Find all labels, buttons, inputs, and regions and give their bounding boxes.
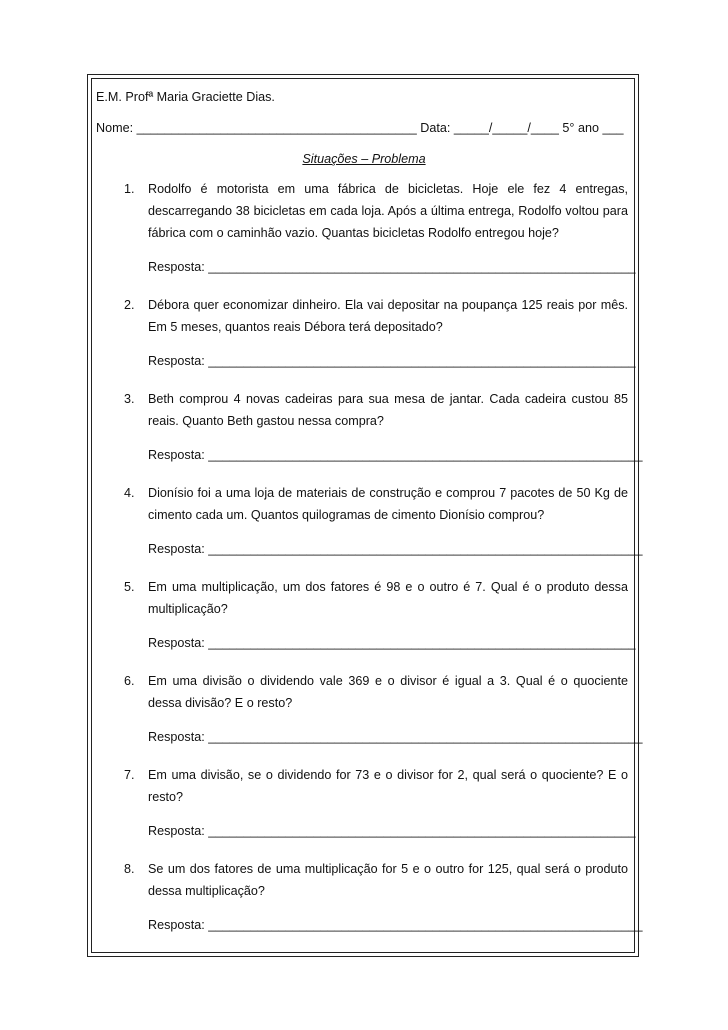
question-8 xyxy=(124,858,643,932)
answer-line: Resposta: ______________________________________________________________ xyxy=(148,730,643,744)
question-6 xyxy=(124,670,643,744)
question-text: Rodolfo é motorista em uma fábrica de bicicletas. Hoje ele fez 4 entregas, descarregando 38 bicicletas em cada loja. Após a última entrega, Rodolfo voltou para fábrica com o caminhão vazio. Quantas bicicletas Rodolfo entregou hoje? xyxy=(148,182,628,240)
answer-line: Resposta: ______________________________________________________________ xyxy=(148,542,643,556)
question-text: Se um dos fatores de uma multiplicação for 5 e o outro for 125, qual será o produto dessa multiplicação? xyxy=(148,862,628,898)
question-number: 6. xyxy=(124,674,135,688)
question-7 xyxy=(124,764,636,838)
question-1 xyxy=(124,178,636,274)
worksheet-title: Situações – Problema xyxy=(302,152,426,166)
question-3 xyxy=(124,388,643,462)
question-text: Beth comprou 4 novas cadeiras para sua mesa de jantar. Cada cadeira custou 85 reais. Quanto Beth gastou nessa compra? xyxy=(148,392,628,428)
question-text: Em uma divisão o dividendo vale 369 e o divisor é igual a 3. Qual é o quociente dessa divisão? E o resto? xyxy=(148,674,628,710)
question-4 xyxy=(124,482,643,556)
question-number: 3. xyxy=(124,392,135,406)
question-text: Em uma multiplicação, um dos fatores é 98 e o outro é 7. Qual é o produto dessa multiplicação? xyxy=(148,580,628,616)
question-number: 8. xyxy=(124,862,135,876)
question-number: 7. xyxy=(124,768,135,782)
answer-line: Resposta: ______________________________________________________________ xyxy=(148,448,643,462)
answer-line: Resposta: _____________________________________________________________ xyxy=(148,260,636,274)
answer-line: Resposta: _____________________________________________________________ xyxy=(148,636,636,650)
question-5 xyxy=(124,576,636,650)
question-number: 2. xyxy=(124,298,135,312)
student-info-line: Nome: ________________________________________ Data: _____/_____/____ 5° ano ___ xyxy=(96,121,624,135)
answer-line: Resposta: ______________________________________________________________ xyxy=(148,918,643,932)
answer-line: Resposta: _____________________________________________________________ xyxy=(148,354,636,368)
answer-line: Resposta: _____________________________________________________________ xyxy=(148,824,636,838)
school-name: E.M. Profª Maria Graciette Dias. xyxy=(96,90,275,104)
question-2 xyxy=(124,294,636,368)
question-number: 5. xyxy=(124,580,135,594)
question-text: Débora quer economizar dinheiro. Ela vai depositar na poupança 125 reais por mês. Em 5 meses, quantos reais Débora terá depositado? xyxy=(148,298,628,334)
question-number: 4. xyxy=(124,486,135,500)
question-number: 1. xyxy=(124,182,135,196)
question-text: Em uma divisão, se o dividendo for 73 e o divisor for 2, qual será o quociente? E o resto? xyxy=(148,768,628,804)
question-text: Dionísio foi a uma loja de materiais de construção e comprou 7 pacotes de 50 Kg de cimento cada um. Quantos quilogramas de cimento Dionísio comprou? xyxy=(148,486,628,522)
